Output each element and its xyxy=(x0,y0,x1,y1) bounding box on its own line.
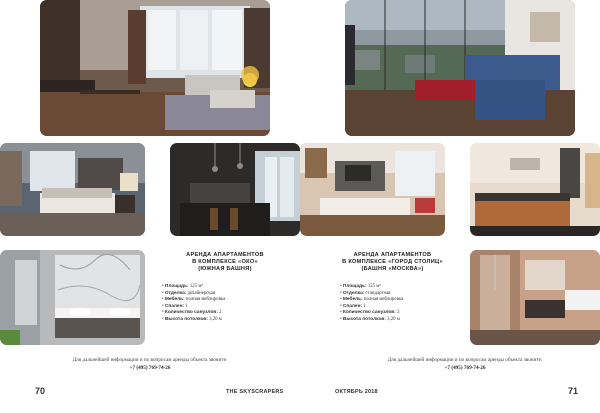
spec-furniture: • Мебель: полная меблировка xyxy=(340,297,404,303)
bathroom-shower-photo xyxy=(470,250,600,345)
spec-label: Отделка: xyxy=(342,290,365,296)
spec-finish: • Отделка: дизайнерская xyxy=(162,290,215,296)
spec-value: 1 xyxy=(185,303,188,309)
left-heading-line-3: (ЮЖНАЯ БАШНЯ) xyxy=(198,266,252,273)
bathroom-marble-photo xyxy=(0,250,145,345)
spec-label: Количество санузлов: xyxy=(164,310,218,316)
right-apartment-heading xyxy=(330,252,455,274)
spec-label: Площадь: xyxy=(164,284,189,289)
spec-bathrooms: • Количество санузлов: 2 xyxy=(162,310,222,316)
right-heading-line-1: АРЕНДА АПАРТАМЕНТОВ xyxy=(353,252,432,258)
spec-ceiling: • Высота потолков: 3,20 м xyxy=(162,316,222,322)
spec-area: • Площадь: 125 м² xyxy=(340,284,381,289)
spec-label: Спален: xyxy=(164,303,185,309)
spec-finish: • Отделка: стандартная xyxy=(340,290,391,296)
spec-label: Отделка: xyxy=(164,290,187,296)
contact-text: Для дальнейшей информации и по вопросам аренды объекта звоните: xyxy=(387,357,543,363)
spec-furniture: • Мебель: полная меблировка xyxy=(162,297,226,303)
spec-label: Количество санузлов: xyxy=(342,310,396,316)
living-room-photo xyxy=(40,0,270,136)
spec-label: Высота потолков: xyxy=(342,316,386,322)
spec-value: 1 xyxy=(363,303,366,309)
left-heading-line-2: В КОМПЛЕКСЕ «ОКО» xyxy=(192,259,258,266)
page-number-left: 70 xyxy=(35,386,46,396)
kitchen-bar-photo xyxy=(170,143,300,236)
spec-label: Мебель: xyxy=(342,297,363,303)
spec-value: 2 xyxy=(219,310,222,316)
spec-label: Мебель: xyxy=(164,297,185,303)
magazine-name: THE SKYSCRAPERS xyxy=(226,389,284,395)
spec-area: • Площадь: 125 м² xyxy=(162,284,203,289)
bedroom-tv-photo xyxy=(300,143,445,236)
spec-value: полная меблировка xyxy=(185,297,226,303)
spec-bathrooms: • Количество санузлов: 2 xyxy=(340,310,400,316)
phone-number: +7 (495) 769-74-26 xyxy=(444,364,486,371)
kitchen-photo xyxy=(470,143,600,236)
issue-date: ОКТЯБРЬ 2018 xyxy=(335,389,378,395)
spec-label: Спален: xyxy=(342,303,363,309)
left-specs-list xyxy=(162,284,292,324)
spec-value: 125 м² xyxy=(189,284,203,289)
phone-number: +7 (495) 769-74-26 xyxy=(129,364,171,371)
spec-value: 3,20 м xyxy=(387,316,400,322)
spec-ceiling: • Высота потолков: 3,20 м xyxy=(340,316,400,322)
spec-value: 2 xyxy=(397,310,400,316)
spec-value: 3,20 м xyxy=(209,316,222,322)
spec-value: полная меблировка xyxy=(363,297,404,303)
right-contact xyxy=(345,357,585,372)
left-contact xyxy=(30,357,270,372)
spec-value: 125 м² xyxy=(367,284,381,289)
spec-bedrooms: • Спален: 1 xyxy=(162,303,188,309)
left-heading-line-1: АРЕНДА АПАРТАМЕНТОВ xyxy=(186,252,264,258)
spec-label: Площадь: xyxy=(342,284,367,289)
spec-value: стандартная xyxy=(365,290,391,296)
page-number-right: 71 xyxy=(568,386,579,396)
spec-bedrooms: • Спален: 1 xyxy=(340,303,366,309)
contact-text: Для дальнейшей информации и по вопросам аренды объекта звоните: xyxy=(72,357,228,363)
right-heading-line-2: В КОМПЛЕКСЕ «ГОРОД СТОЛИЦ» xyxy=(342,259,443,266)
right-heading-line-3: (БАШНЯ «МОСКВА») xyxy=(361,266,424,273)
bedroom-photo xyxy=(0,143,145,236)
spec-label: Высота потолков: xyxy=(164,316,208,322)
left-apartment-heading xyxy=(165,252,285,274)
panorama-living-room-photo xyxy=(345,0,575,136)
right-specs-list xyxy=(340,284,465,324)
spec-value: дизайнерская xyxy=(187,290,215,296)
